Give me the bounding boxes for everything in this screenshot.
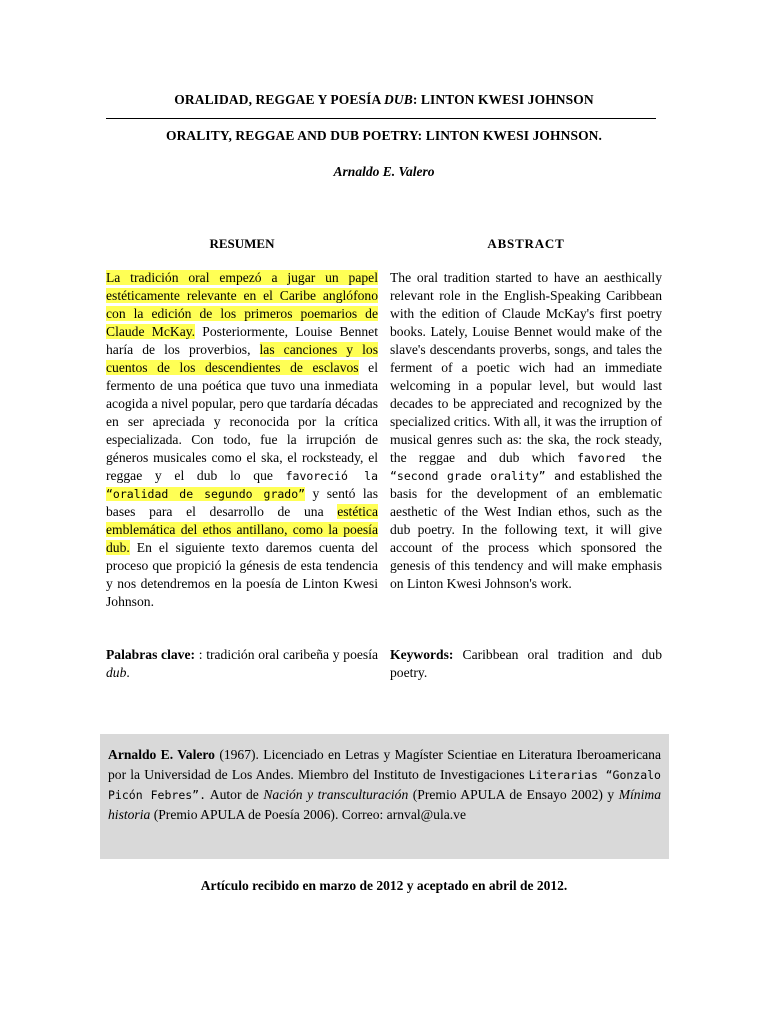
highlight: La tradición oral empezó a jugar un papel estéticamente relevante en el Caribe anglófono con la edición de los primeros poemarios de Claude McKay. bbox=[106, 270, 378, 339]
text-span: established the basis for the development of an emblematic aesthetic of the West Indian ethos, such as the dub poetry. In the following text, it will give account of the process which sponsored the genesis of this tendency and will make emphasis on Linton Kwesi Johnson's work. bbox=[390, 468, 662, 591]
abstract-body bbox=[390, 269, 662, 593]
abstract-heading: ABSTRACT bbox=[487, 236, 565, 251]
text-span: Posteriormente, Louise Bennet haría de los proverbios, bbox=[106, 324, 378, 357]
highlight: las canciones y los cuentos de los descendientes de esclavos bbox=[106, 342, 378, 375]
resumen-body bbox=[106, 269, 378, 611]
title-english: ORALITY, REGGAE AND DUB POETRY: LINTON KWESI JOHNSON. bbox=[165, 128, 603, 143]
resumen-heading: RESUMEN bbox=[209, 236, 275, 251]
highlight: “oralidad de segundo grado” bbox=[106, 487, 306, 501]
text-span: En el siguiente texto daremos cuenta del proceso que propició la génesis de esta tendencia y nos detendremos en la poesía de Linton Kwesi Johnson. bbox=[106, 540, 378, 609]
text-span: (1967). Licenciado en Letras y Magíster Scientiae en Literatura Iberoamericana por la Universidad de Los Andes. Miembro del Instituto de Investigaciones bbox=[108, 747, 661, 782]
mono-text-span: Literarias “Gonzalo Picón Febres”. bbox=[108, 768, 661, 802]
mono-text-span: favoreció la bbox=[285, 469, 378, 483]
keywords-text: Caribbean oral tradition and dub poetry. bbox=[390, 647, 662, 680]
highlight: estética emblemática del ethos antillano, como la poesía dub. bbox=[106, 504, 378, 555]
bio-name: Arnaldo E. Valero bbox=[108, 747, 215, 762]
mono-text-span: favored the “second grade orality” and bbox=[390, 451, 662, 483]
author-name: Arnaldo E. Valero bbox=[333, 164, 435, 179]
title-spanish-italic: DUB bbox=[384, 92, 413, 107]
author-bio-box bbox=[100, 734, 669, 859]
keywords-label: Keywords: bbox=[390, 647, 454, 662]
keywords-english bbox=[390, 646, 662, 682]
text-span: The oral tradition started to have an aesthically relevant role in the English-Speaking Caribbean with the edition of Claude McKay's first poetry books. Lately, Louise Bennet would make of the slave's descendants proverbs, songs, and tales the ferment of a poetic wich had an immediate welcoming in a popular level, but would last decades to be appreciated and recognized by the specialized critics. With all, it was the irruption of musical genres such as: the ska, the rock steady, the reggae and dub which bbox=[390, 270, 662, 465]
keywords-italic: dub bbox=[106, 665, 127, 680]
keywords-text: : tradición oral caribeña y poesía bbox=[195, 647, 378, 662]
received-note: Artículo recibido en marzo de 2012 y aceptado en abril de 2012. bbox=[200, 878, 568, 893]
keywords-spanish bbox=[106, 646, 378, 682]
text-span: (Premio APULA de Poesía 2006). Correo: arnval@ula.ve bbox=[150, 807, 466, 822]
keywords-end: . bbox=[126, 665, 130, 680]
title-spanish bbox=[106, 92, 662, 108]
title-spanish-text: ORALIDAD, REGGAE Y POESÍA bbox=[174, 92, 385, 107]
text-span: y sentó las bases para el desarrollo de una bbox=[106, 486, 378, 519]
book-title: Nación y transculturación bbox=[263, 787, 409, 802]
title-spanish-suffix: : LINTON KWESI JOHNSON bbox=[412, 92, 594, 107]
text-span: Autor de bbox=[206, 787, 264, 802]
text-span: el fermento de una poética que tuvo una inmediata acogida a nivel popular, pero que tardaría décadas en ser apreciada y reconocida por la crítica especializada. Con todo, fue la irrupción de géneros musicales como el ska, el rocksteady, el reggae y el dub lo que bbox=[106, 360, 378, 483]
keywords-label: Palabras clave: bbox=[106, 647, 196, 662]
title-divider bbox=[106, 118, 656, 119]
text-span: (Premio APULA de Ensayo 2002) y bbox=[408, 787, 619, 802]
book-title: Mínima historia bbox=[108, 787, 661, 822]
